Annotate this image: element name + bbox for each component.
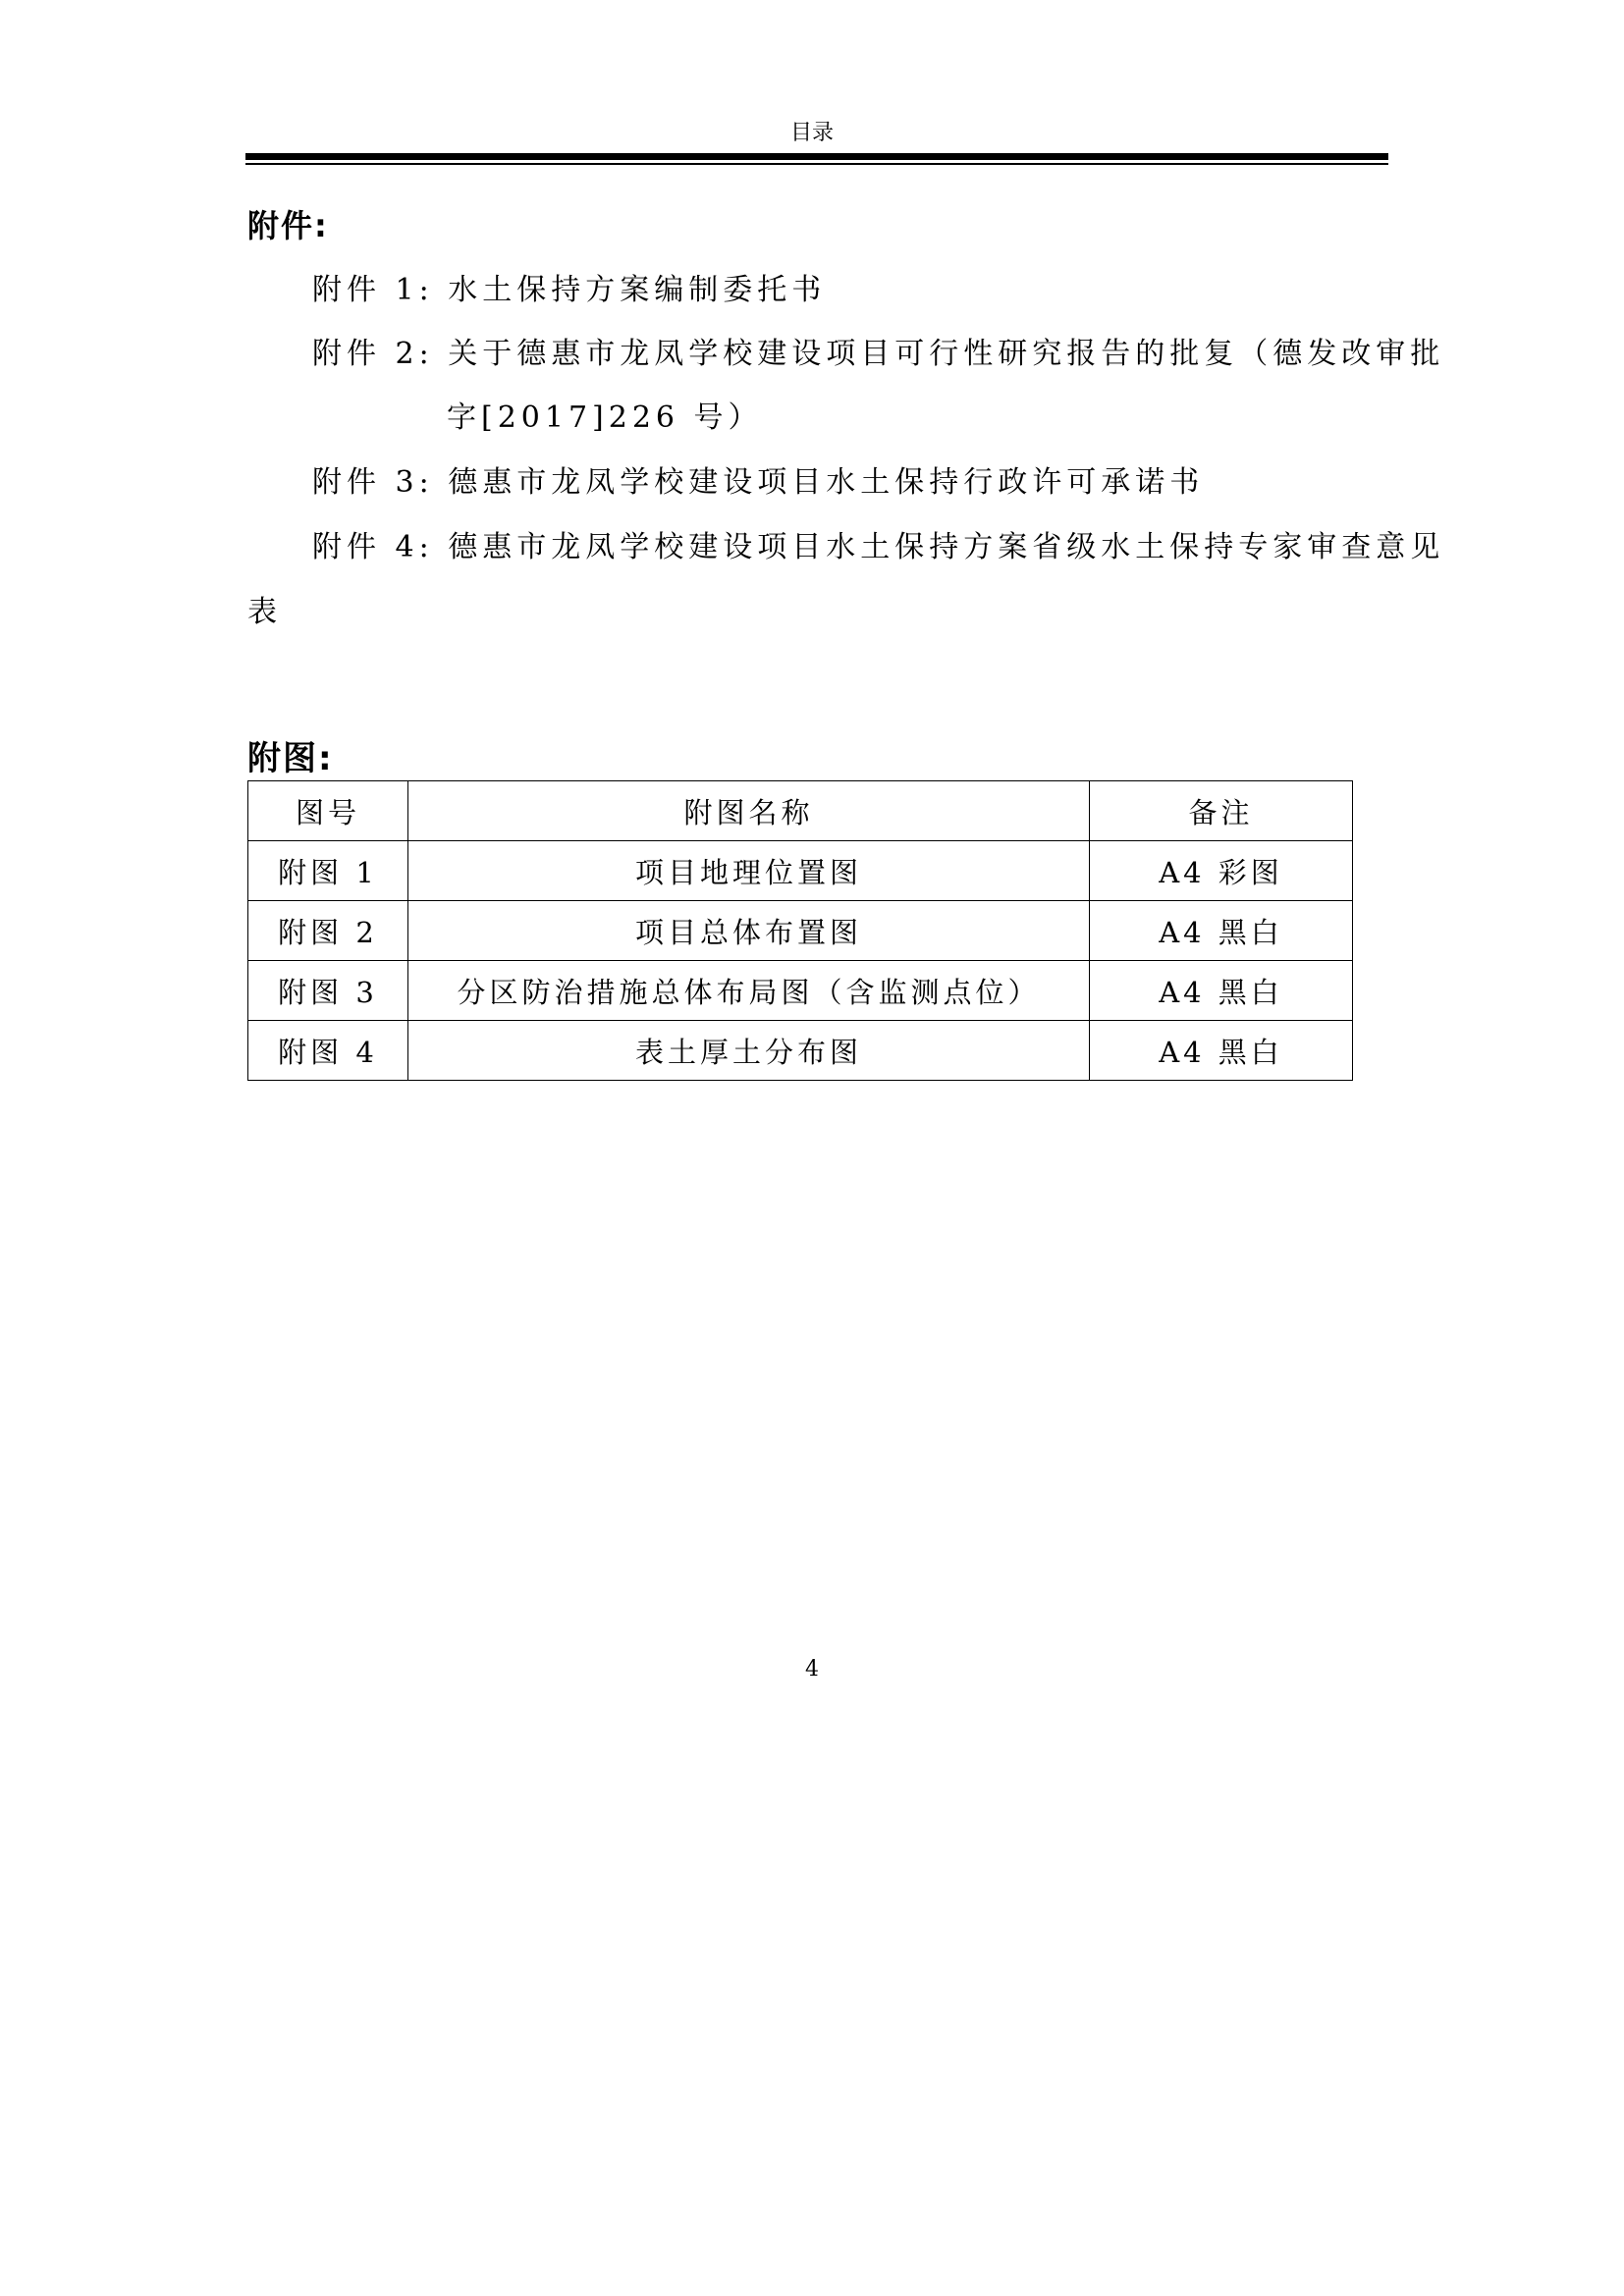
page-header-title: 目录 [789, 121, 834, 145]
figure-number-cell: 附图 2 [248, 901, 408, 961]
header-rule-thin [245, 163, 1388, 165]
table-row [248, 841, 1353, 901]
figures-heading: 附图: [247, 739, 334, 778]
figure-remarks-cell: A4 黑白 [1090, 961, 1353, 1021]
table-row [248, 961, 1353, 1021]
figure-number-cell: 附图 3 [248, 961, 408, 1021]
figure-remarks-cell: A4 黑白 [1090, 1021, 1353, 1081]
figure-name-cell: 项目总体布置图 [408, 901, 1090, 961]
figure-number-cell: 附图 4 [248, 1021, 408, 1081]
attachment-item-2: 附件 2: 关于德惠市龙凤学校建设项目可行性研究报告的批复（德发改审批 [312, 337, 1445, 371]
figure-name-cell: 项目地理位置图 [408, 841, 1090, 901]
attachment-item-1: 附件 1: 水土保持方案编制委托书 [312, 273, 827, 307]
column-header-figure-number: 图号 [248, 781, 408, 841]
figure-name-cell: 表土厚土分布图 [408, 1021, 1090, 1081]
figure-name-cell: 分区防治措施总体布局图（含监测点位） [408, 961, 1090, 1021]
figure-remarks-cell: A4 黑白 [1090, 901, 1353, 961]
page-number: 4 [805, 1657, 819, 1682]
figures-table [247, 780, 1353, 1081]
column-header-remarks: 备注 [1090, 781, 1353, 841]
attachment-item-3: 附件 3: 德惠市龙凤学校建设项目水土保持行政许可承诺书 [312, 465, 1205, 500]
table-header-row [248, 781, 1353, 841]
table-row [248, 901, 1353, 961]
attachment-item-4: 附件 4: 德惠市龙凤学校建设项目水土保持方案省级水土保持专家审查意见 [312, 530, 1445, 564]
figure-number-cell: 附图 1 [248, 841, 408, 901]
figure-remarks-cell: A4 彩图 [1090, 841, 1353, 901]
column-header-figure-name: 附图名称 [408, 781, 1090, 841]
attachment-item-4-continuation: 表 [247, 595, 282, 629]
table-row [248, 1021, 1353, 1081]
header-rule-thick [245, 153, 1388, 160]
attachments-heading: 附件: [247, 207, 329, 244]
attachment-item-2-continuation: 字[2017]226 号） [447, 400, 763, 435]
